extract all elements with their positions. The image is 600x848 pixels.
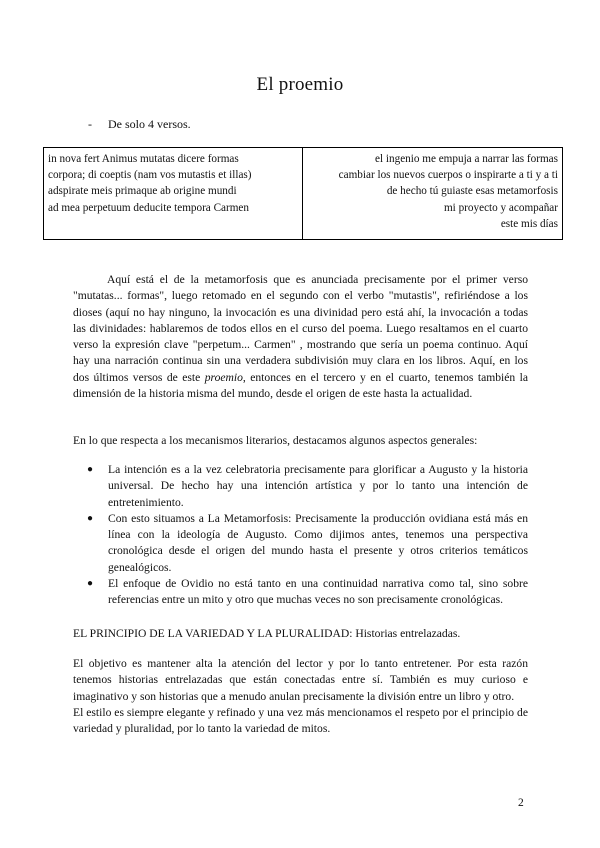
dash-marker: - <box>88 117 92 131</box>
list-item <box>73 576 528 609</box>
paragraph-text-part: Aquí está el de la metamorfosis que es anunciada precisamente por el primer verso "mutatas... formas", luego retomado en el segundo con el verbo "mutastis", refiriéndose a los dioses (aquí no hay ninguno, la invocación es una divinidad pero está ahí, la invocación a todas las divinidades: hablaremos de todos ellos en el curso del poema. Luego resaltamos en el cuarto verso la expresión clave "perpetum... Carmen" , mostrando que sería un poema continuo. Aquí hay una narración continua sin una verdadera subdivisión muy clara en los libros. Aquí, en los dos últimos versos de este <box>73 273 528 384</box>
section-heading <box>73 626 528 642</box>
paragraph-metamorphosis <box>73 272 528 402</box>
list-item-text: Con esto situamos a La Metamorfosis: Precisamente la producción ovidiana está más en línea con la ideología de Augusto. Como dijimos antes, tenemos una perspectiva cronológica desde el origen del mundo hasta el presente y otros criterios temáticos genealógicos. <box>108 511 528 574</box>
italic-word-proemio: proemio <box>204 370 243 384</box>
spanish-verse-line: cambiar los nuevos cuerpos o inspirarte a ti y a ti <box>338 169 558 182</box>
bullet-icon: ● <box>87 578 94 590</box>
spanish-verse-line: mi proyecto y acompañar este mis días <box>443 201 558 230</box>
section-heading-subtitle: Historias entrelazadas. <box>352 627 461 640</box>
spanish-verses-cell <box>303 148 563 240</box>
latin-verse-line: ad mea perpetuum deducite tempora Carmen <box>48 201 249 214</box>
page-number: 2 <box>518 797 524 809</box>
aspects-list <box>73 462 528 609</box>
spanish-verse-line: de hecho tú guiaste esas metamorfosis <box>386 185 558 198</box>
paragraph-text-part: , entonces en el tercero y en el cuarto, tenemos también la dimensión de la historia misma del mundo, desde el origen de este hasta la actualidad. <box>73 370 528 401</box>
section-heading-title: EL PRINCIPIO DE LA VARIEDAD Y LA PLURALIDAD: <box>73 627 353 640</box>
paragraph-literary-mechanisms <box>73 433 528 449</box>
latin-verses-cell <box>44 148 303 240</box>
latin-verse-line: adspirate meis primaque ab origine mundi <box>48 185 237 198</box>
verses-row <box>44 148 563 240</box>
paragraph-variety <box>73 656 528 737</box>
bullet-icon: ● <box>87 512 94 524</box>
latin-verse-line: in nova fert Animus mutatas dicere formas <box>48 153 239 165</box>
verses-table <box>43 147 563 240</box>
latin-verse-line: corpora; di coeptis (nam vos mutastis et illas) <box>48 169 252 182</box>
page-title: El proemio <box>256 74 344 95</box>
list-item <box>73 511 528 576</box>
paragraph-text <box>73 272 528 402</box>
bullet-icon: ● <box>87 464 94 475</box>
lead-text: De solo 4 versos. <box>108 117 191 131</box>
spanish-verse-line: el ingenio me empuja a narrar las formas <box>375 153 558 165</box>
list-item <box>73 462 528 511</box>
list-item-text: El enfoque de Ovidio no está tanto en una continuidad narrativa como tal, sino sobre referencias entre un mito y otro que muchas veces no son precisamente cronológicas. <box>108 577 528 607</box>
paragraph-text: El objetivo es mantener alta la atención del lector y por lo tanto entretener. Por esta razón tenemos historias entrelazadas que están conectadas entre sí. También es muy curioso e imaginativo y son historias que a menudo anulan precisamente la división entre un libro y otro. <box>73 657 528 703</box>
list-item-text: La intención es a la vez celebratoria precisamente para glorificar a Augusto y la historia universal. De hecho hay una intención artística y por lo tanto una intención de entretenimiento. <box>108 463 528 509</box>
paragraph-text: En lo que respecta a los mecanismos literarios, destacamos algunos aspectos generales: <box>73 434 478 447</box>
paragraph-text: El estilo es siempre elegante y refinado y una vez más mencionamos el respeto por el principio de variedad y pluralidad, por lo tanto la variedad de mitos. <box>73 705 528 736</box>
lead-list-item <box>88 117 191 132</box>
